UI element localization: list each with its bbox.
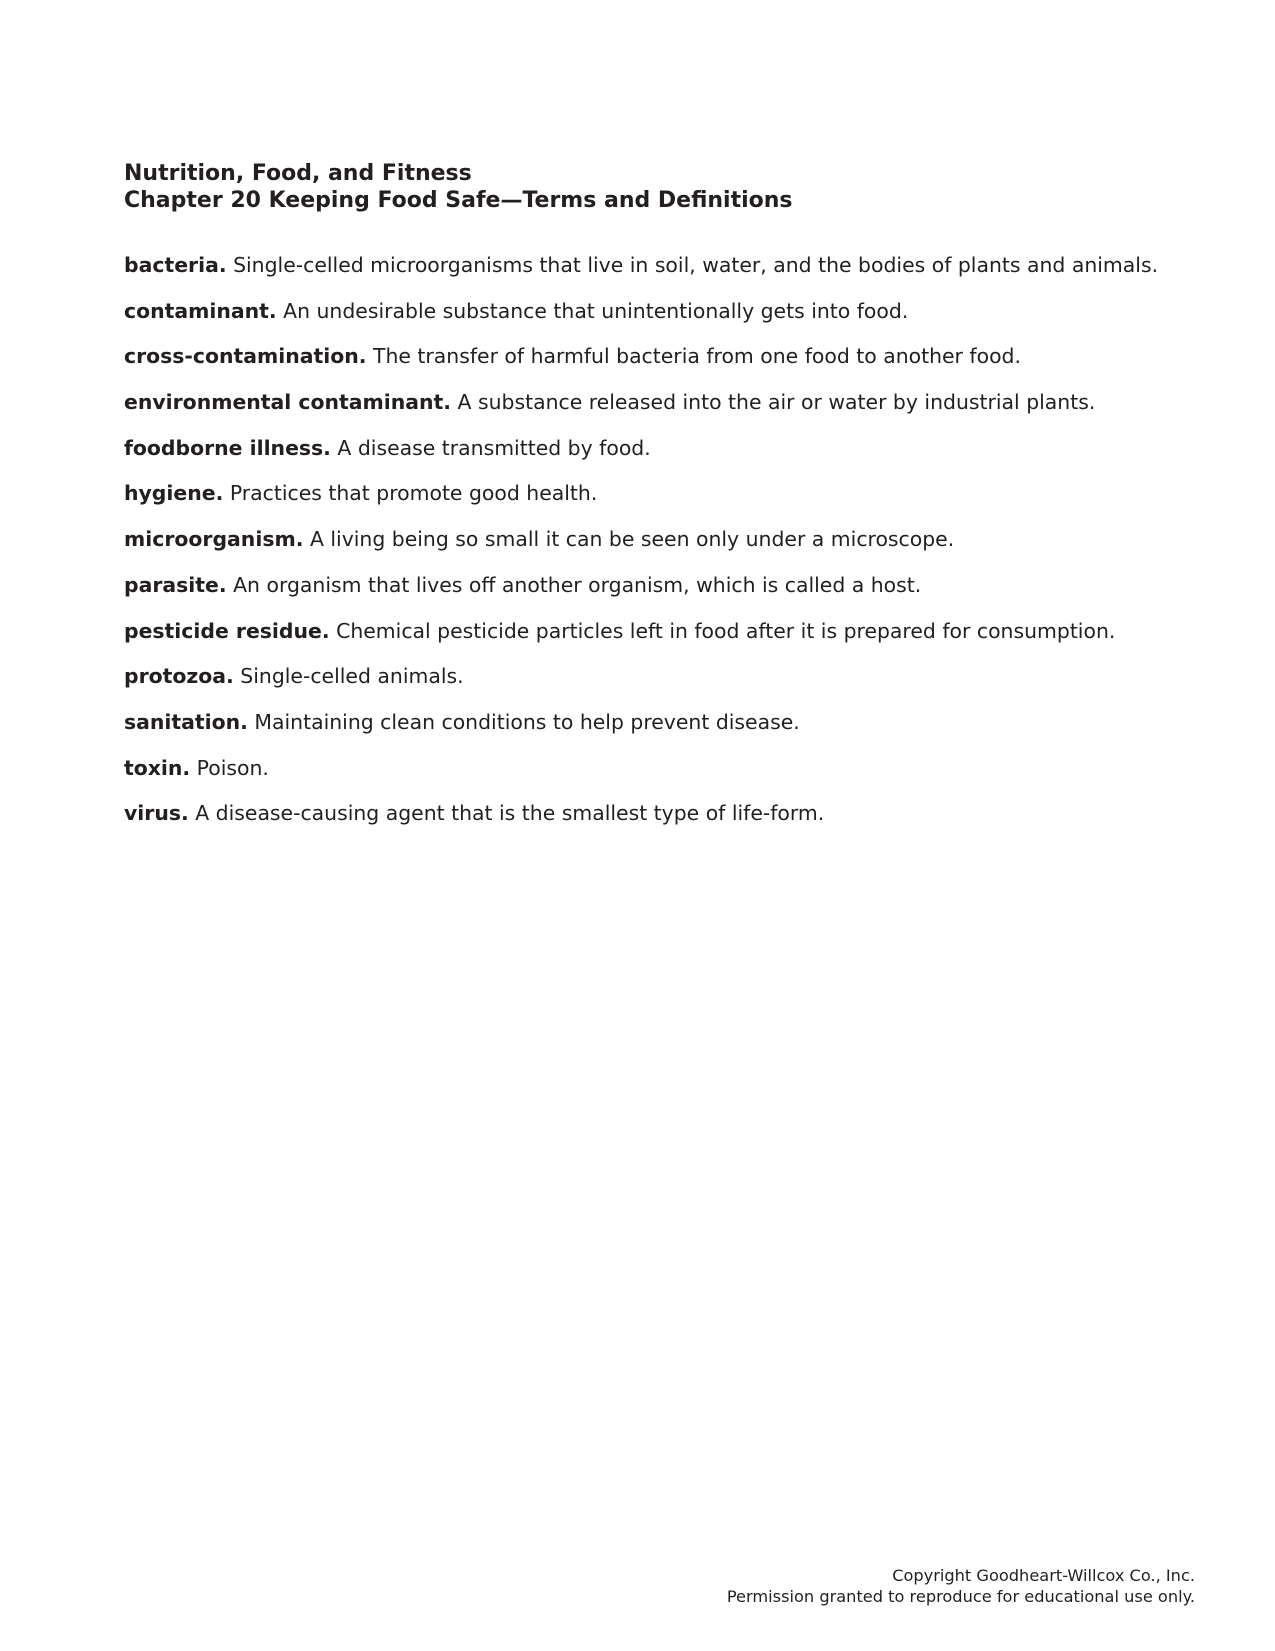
copyright-notice [727, 1566, 1195, 1607]
term-word: hygiene. [124, 481, 224, 506]
term-entry [124, 390, 1224, 414]
term-definition: Single-celled microorganisms that live in soil, water, and the bodies of plants and animals. [233, 253, 1159, 277]
term-list [124, 253, 1224, 847]
term-definition: Practices that promote good health. [229, 481, 598, 506]
term-entry [124, 481, 1224, 505]
term-word: toxin. [124, 755, 191, 780]
copyright-line: Copyright Goodheart-Willcox Co., Inc. [892, 1566, 1195, 1585]
term-definition: A substance released into the air or water by industrial plants. [457, 390, 1096, 415]
term-word: contaminant. [124, 298, 277, 323]
term-word: cross-contamination. [124, 344, 367, 369]
term-entry [124, 664, 1224, 688]
book-title: Nutrition, Food, and Fitness [124, 161, 472, 186]
term-definition: A disease-causing agent that is the smallest type of life-form. [195, 801, 825, 826]
term-entry [124, 710, 1224, 734]
term-definition: The transfer of harmful bacteria from one food to another food. [373, 344, 1021, 369]
term-word: bacteria. [124, 253, 227, 277]
term-definition: An undesirable substance that unintentionally gets into food. [283, 298, 909, 323]
term-entry [124, 619, 1224, 643]
term-entry [124, 801, 1224, 825]
term-word: virus. [124, 801, 189, 826]
term-definition: A living being so small it can be seen only under a microscope. [309, 527, 955, 552]
term-definition: Poison. [196, 755, 269, 780]
term-definition: Single-celled animals. [240, 664, 464, 689]
term-entry [124, 527, 1224, 551]
term-entry [124, 253, 1224, 277]
page-header [124, 160, 1204, 214]
term-entry [124, 344, 1224, 368]
term-word: parasite. [124, 572, 227, 597]
term-entry [124, 436, 1224, 460]
term-entry [124, 573, 1224, 597]
permission-line: Permission granted to reproduce for educational use only. [726, 1586, 1195, 1606]
term-word: protozoa. [124, 664, 234, 689]
term-definition: An organism that lives off another organism, which is called a host. [233, 572, 922, 597]
chapter-title: Chapter 20 Keeping Food Safe—Terms and Definitions [124, 188, 793, 213]
term-word: pesticide residue. [124, 618, 330, 643]
term-word: environmental contaminant. [124, 390, 452, 415]
term-definition: A disease transmitted by food. [337, 435, 651, 460]
term-definition: Chemical pesticide particles left in food after it is prepared for consumption. [336, 618, 1116, 643]
term-entry [124, 299, 1224, 323]
term-word: microorganism. [124, 527, 304, 552]
term-definition: Maintaining clean conditions to help prevent disease. [254, 709, 800, 734]
term-word: foodborne illness. [124, 435, 331, 460]
term-entry [124, 756, 1224, 780]
term-word: sanitation. [124, 709, 248, 734]
